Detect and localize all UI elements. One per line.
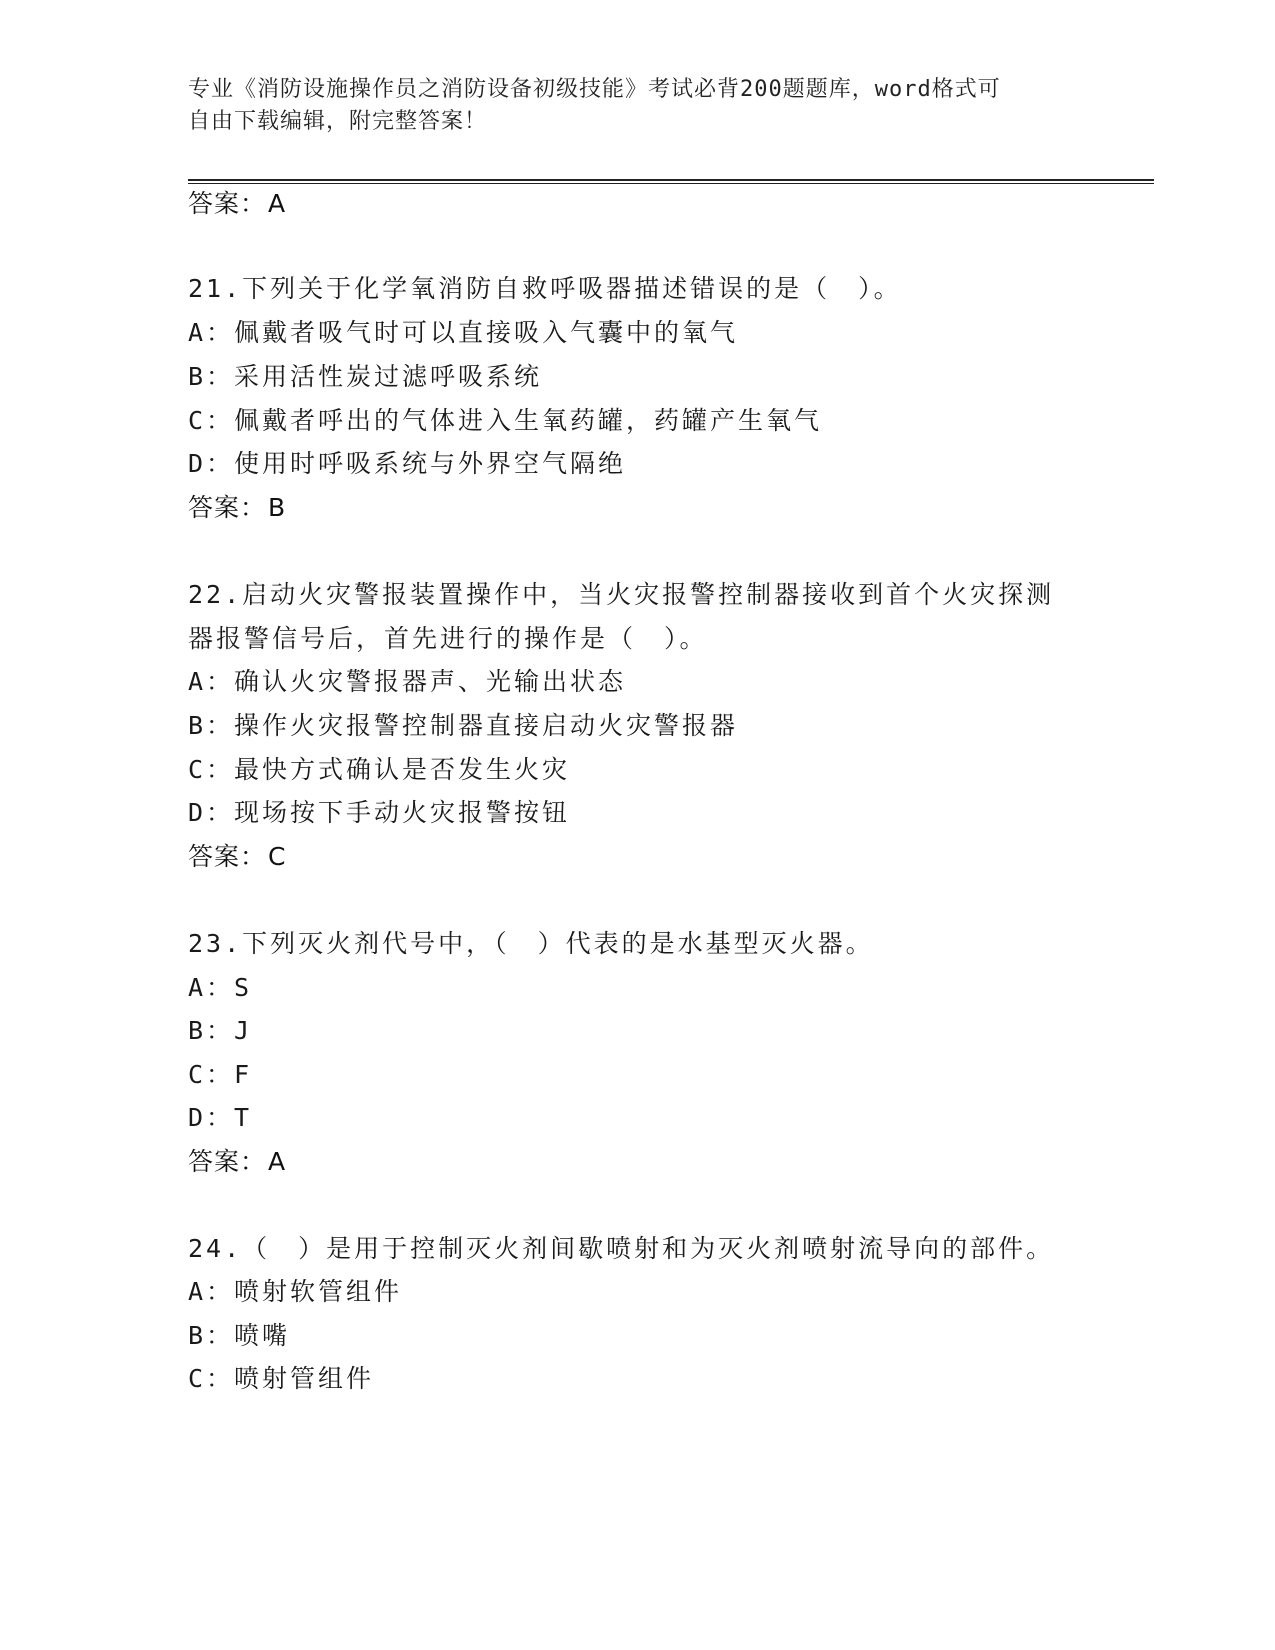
option-d: D：使用时呼吸系统与外界空气隔绝 bbox=[188, 449, 627, 478]
question-stem: 24.（ ）是用于控制灭火剂间歇喷射和为灭火剂喷射流导向的部件。 bbox=[188, 1234, 1055, 1263]
option-b: B：J bbox=[188, 1016, 253, 1045]
option-b: B：喷嘴 bbox=[188, 1321, 291, 1350]
option-a: A：S bbox=[188, 973, 253, 1002]
answer-line bbox=[188, 491, 286, 525]
option-a: A：佩戴者吸气时可以直接吸入气囊中的氧气 bbox=[188, 318, 739, 347]
answer-label: 答案： bbox=[188, 842, 267, 871]
header-divider-thin bbox=[188, 183, 1154, 184]
option-d: D：T bbox=[188, 1103, 253, 1132]
question-stem: 21.下列关于化学氧消防自救呼吸器描述错误的是（ ）。 bbox=[188, 274, 902, 303]
answer-line bbox=[188, 187, 286, 221]
question-stem: 23.下列灭火剂代号中，（ ）代表的是水基型灭火器。 bbox=[188, 929, 874, 958]
answer-line bbox=[188, 1145, 286, 1179]
option-c: C：喷射管组件 bbox=[188, 1364, 375, 1393]
option-c: C：最快方式确认是否发生火灾 bbox=[188, 755, 571, 784]
answer-label: 答案： bbox=[188, 493, 267, 522]
answer-label: 答案： bbox=[188, 1147, 267, 1176]
answer-line bbox=[188, 840, 286, 874]
answer-value: C bbox=[268, 842, 287, 871]
header-line-1: 专业《消防设施操作员之消防设备初级技能》考试必背200题题库，word格式可 bbox=[188, 77, 1001, 102]
header-divider-thick bbox=[188, 179, 1154, 181]
header-line-2: 自由下载编辑，附完整答案！ bbox=[188, 109, 488, 134]
answer-value: B bbox=[268, 493, 287, 522]
question-stem-continued: 器报警信号后，首先进行的操作是（ ）。 bbox=[188, 624, 708, 653]
option-a: A：喷射软管组件 bbox=[188, 1277, 403, 1306]
answer-label: 答案： bbox=[188, 189, 267, 218]
option-a: A：确认火灾警报器声、光输出状态 bbox=[188, 667, 627, 696]
option-d: D：现场按下手动火灾报警按钮 bbox=[188, 798, 571, 827]
option-c: C：F bbox=[188, 1060, 253, 1089]
option-b: B：采用活性炭过滤呼吸系统 bbox=[188, 362, 543, 391]
option-b: B：操作火灾报警控制器直接启动火灾警报器 bbox=[188, 711, 739, 740]
answer-value: A bbox=[268, 189, 287, 218]
question-stem: 22.启动火灾警报装置操作中，当火灾报警控制器接收到首个火灾探测 bbox=[188, 580, 1055, 609]
answer-value: A bbox=[268, 1147, 287, 1176]
option-c: C：佩戴者呼出的气体进入生氧药罐，药罐产生氧气 bbox=[188, 406, 823, 435]
document-header bbox=[188, 74, 1068, 138]
